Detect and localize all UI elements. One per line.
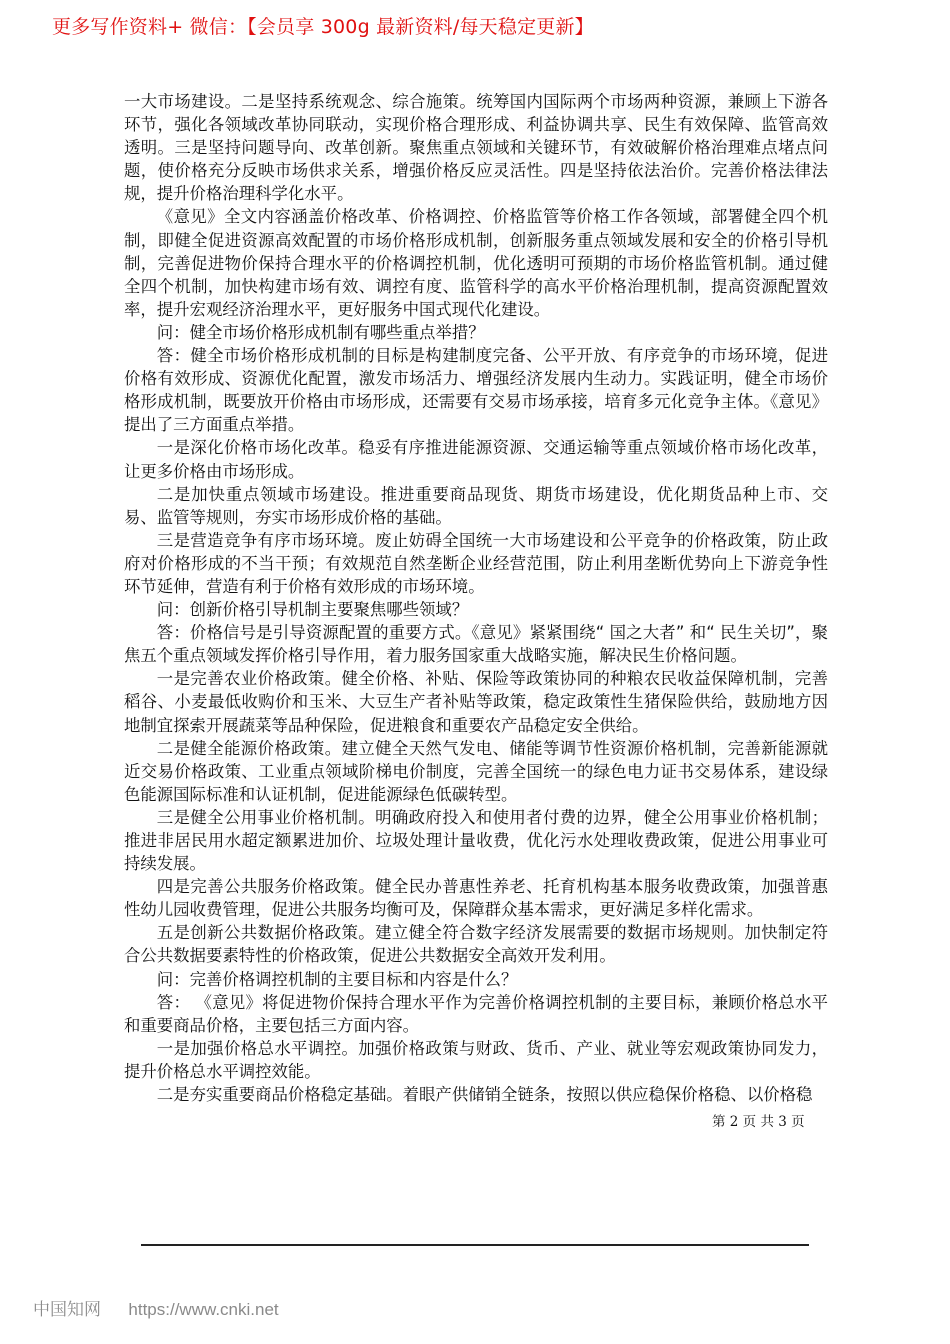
question: 问：创新价格引导机制主要聚焦哪些领域？ xyxy=(156,600,469,620)
paragraph: 五是创新公共数据价格政策。建立健全符合数字经济发展需要的数据市场规则。加快制定符合公共数据要素特性的价格政策，促进公共数据安全高效开发利用。 xyxy=(124,923,828,966)
paragraph: 四是完善公共服务价格政策。健全民办普惠性养老、托育机构基本服务收费政策，加强普惠性幼儿园收费管理，促进公共服务均衡可及，保障群众基本需求，更好满足多样化需求。 xyxy=(124,877,828,920)
footer xyxy=(33,1295,279,1320)
footer-divider xyxy=(141,1244,809,1246)
document-body xyxy=(124,90,828,1106)
paragraph: 《意见》全文内容涵盖价格改革、价格调控、价格监管等价格工作各领域，部署健全四个机制，即健全促进资源高效配置的市场价格形成机制，创新服务重点领域发展和安全的价格引导机制，完善促进物价保持合理水平的价格调控机制，优化透明可预期的市场价格监管机制。通过健全四个机制，加快构建市场有效、调控有度、监管科学的高水平价格治理机制，提高资源配置效率，提升宏观经济治理水平，更好服务中国式现代化建设。 xyxy=(124,207,828,319)
promo-banner: 更多写作资料+ 微信：【会员享 300g 最新资料/每天稳定更新】 xyxy=(52,16,594,38)
paragraph: 一是深化价格市场化改革。稳妥有序推进能源资源、交通运输等重点领域价格市场化改革，让更多价格由市场形成。 xyxy=(124,438,828,481)
question: 问：完善价格调控机制的主要目标和内容是什么？ xyxy=(156,969,518,989)
answer: 答：价格信号是引导资源配置的重要方式。《意见》紧紧围绕“ 国之大者” 和“ 民生关切”，聚焦五个重点领域发挥价格引导作用，着力服务国家重大战略实施，解决民生价格问题。 xyxy=(124,623,828,666)
footer-url[interactable]: https://www.cnki.net xyxy=(128,1300,279,1319)
paragraph: 二是健全能源价格政策。建立健全天然气发电、储能等调节性资源价格机制，完善新能源就近交易价格政策、工业重点领域阶梯电价制度，完善全国统一的绿色电力证书交易体系，建设绿色能源国际标准和认证机制，促进能源绿色低碳转型。 xyxy=(124,738,828,804)
paragraph: 三是健全公用事业价格机制。明确政府投入和使用者付费的边界，健全公用事业价格机制；推进非居民用水超定额累进加价、垃圾处理计量收费，优化污水处理收费政策，促进公用事业可持续发展。 xyxy=(124,807,828,874)
question: 问：健全市场价格形成机制有哪些重点举措？ xyxy=(156,322,485,342)
paragraph: 一大市场建设。二是坚持系统观念、综合施策。统筹国内国际两个市场两种资源，兼顾上下游各环节，强化各领域改革协同联动，实现价格合理形成、利益协调共享、民生有效保障、监管高效透明。三是坚持问题导向、改革创新。聚焦重点领域和关键环节，有效破解价格治理难点堵点问题，使价格充分反映市场供求关系，增强价格反应灵活性。四是坚持依法治价。完善价格法律法规，提升价格治理科学化水平。 xyxy=(124,92,828,204)
answer: 答：健全市场价格形成机制的目标是构建制度完备、公平开放、有序竞争的市场环境，促进价格有效形成、资源优化配置，激发市场活力、增强经济发展内生动力。实践证明，健全市场价格形成机制，既要放开价格由市场形成，还需要有交易市场承接，培育多元化竞争主体。《意见》提出了三方面重点举措。 xyxy=(124,346,828,435)
paragraph: 一是完善农业价格政策。健全价格、补贴、保险等政策协同的种粮农民收益保障机制，完善稻谷、小麦最低收购价和玉米、大豆生产者补贴等政策，稳定政策性生猪保险供给，鼓励地方因地制宜探索开展蔬菜等品种保险，促进粮食和重要农产品稳定安全供给。 xyxy=(124,669,828,735)
paragraph: 一是加强价格总水平调控。加强价格政策与财政、货币、产业、就业等宏观政策协同发力，提升价格总水平调控效能。 xyxy=(124,1038,828,1081)
paragraph: 三是营造竞争有序市场环境。废止妨碍全国统一大市场建设和公平竞争的价格政策，防止政府对价格形成的不当干预；有效规范自然垄断企业经营范围，防止利用垄断优势向上下游竞争性环节延伸，营造有利于价格有效形成的市场环境。 xyxy=(124,530,828,596)
paragraph: 二是加快重点领域市场建设。推进重要商品现货、期货市场建设，优化期货品种上市、交易、监管等规则，夯实市场形成价格的基础。 xyxy=(124,484,828,527)
page-number: 第 2 页 共 3 页 xyxy=(712,1114,805,1130)
paragraph: 二是夯实重要商品价格稳定基础。着眼产供储销全链条，按照以供应稳保价格稳、以价格稳 xyxy=(156,1085,813,1105)
answer: 答： 《意见》将促进物价保持合理水平作为完善价格调控机制的主要目标，兼顾价格总水平和重要商品价格，主要包括三方面内容。 xyxy=(124,992,828,1035)
footer-brand: 中国知网 xyxy=(33,1300,101,1320)
